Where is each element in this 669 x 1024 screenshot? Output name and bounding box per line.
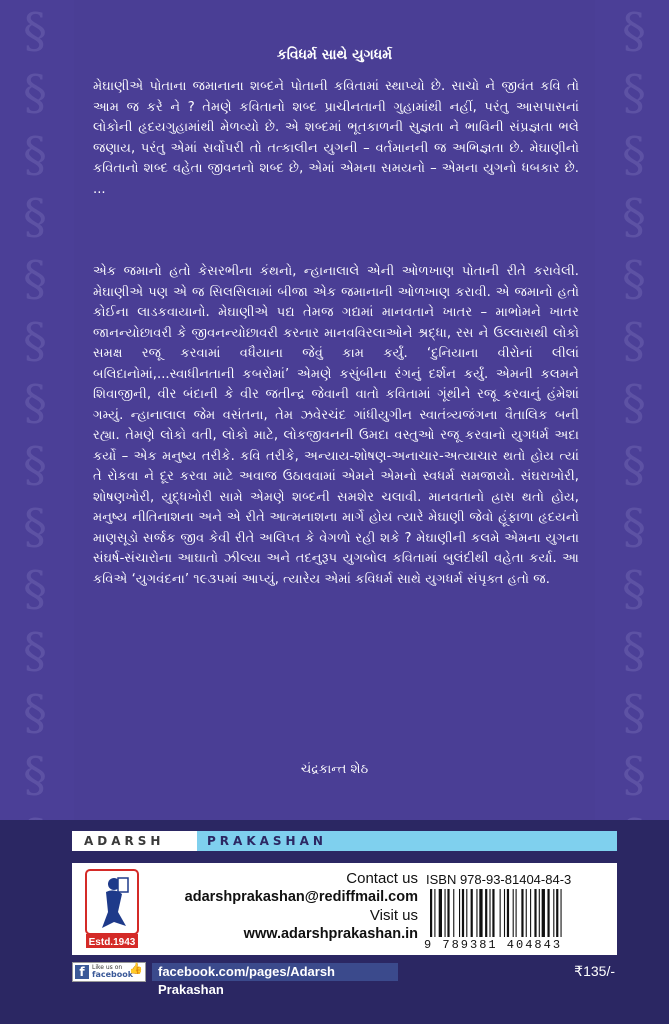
barcode-bar	[476, 889, 477, 937]
author-name: ચંદ્રકાન્ત શેઠ	[300, 762, 369, 777]
blurb-title: કવિધર્મ સાથે યુગધર્મ	[276, 47, 393, 63]
barcode-bar	[556, 889, 558, 937]
barcode-bar	[500, 889, 501, 937]
left-ornament-border: § § § § § § § § § § § § §	[23, 3, 47, 803]
barcode-bar	[507, 889, 509, 937]
barcode-bar	[539, 889, 540, 937]
barcode-bar	[534, 889, 536, 937]
blurb-paragraph-2: એક જમાનો હતો કેસરભીના કંથનો, ન્હાનાલાલે એની ઓળખાણ પોતાની રીતે કરાવેલી. મેઘાણીએ પણ એ જ સિલસિલામાં બીજા એક જમાનાની ઓળખાણ કરાવી. એ જમાનો હતો કોઈના લાડકવાયાનો. મેઘાણીએ પદ્ય તેમજ ગદ્યમાં માનવતાને ખાતર – માભોમને ખાતર જાનન્યોછાવરી કે જીવનન્યોછાવરી કરનાર માનવવિરલાઓને શ્રદ્ધા, રસ ને ઉલ્લાસથી લોકો સમક્ષ રજૂ કરવામાં વધૈયાના જેવું કામ કર્યું. ‘દુનિયાના વીરોનાં લીલાં બલિદાનોમાં,...સ્વાધીનતાની કબરોમાં’ એમણે કસુંબીના રંગનું દર્શન કર્યું. એમની કલમને શિવાજીની, વીર બંદાની કે વીર જતીન્દ્ર જેવાની વાતો કવિતામાં ગૂંથીને રજૂ કરવાનું હંમેશાં ગમ્યું. ન્હાનાલાલ જેમ વસંતના, તેમ ઝવેરચંદ ગાંધીયુગીન સ્વાતંત્ર્યજંગના વૈતાલિક બની રહ્યા. તેમણે લોકો વતી, લોકો માટે, લોકજીવનની ઉમદા વસ્તુઓ રજૂ કરવાનો યુગધર્મ અદા કર્યો – એક મનુષ્ય તરીકે. કવિ તરીકે, અન્યાય-શોષણ-અનાચાર-અત્યાચાર થતો હોય ત્યાં તે રોકવા ને દૂર કરવા માટે અવાજ ઉઠાવવામાં એમને એમનો સ્વધર્મ સમજાયો. સંઘરાખોરી, શોષણખોરી, યુદ્ધખોરી સામે એમણે શબ્દની સમશેર ચલાવી. માનવતાનો હ્રાસ થતો હોય, મનુષ્ય નીતિનાશના અને એ રીતે આત્મનાશના માર્ગે હોય ત્યારે મેઘાણી જેવો હૂંફાળા હૃદયનો માણસૂડો સર્જક જીવ કેવી રીતે અલિપ્ત કે વેગળો રહી શકે ? મેઘાણીની કલમે એમના યુગના સંઘર્ષ-સંચારોના આઘાતો ઝીલ્યા અને તદનુરૂપ યુગબોલ કવિતામાં બુલંદીથી વહેતા કર્યા. આ કવિએ ‘યુગવંદના’ ૧૯૩૫માં આપ્યું, ત્યારેય એમાં કવિધર્મ સાથે યુગધર્મ સંપૃક્ત હતો જ.	[93, 264, 579, 587]
barcode-bar	[547, 889, 549, 937]
price-label: ₹135/-	[574, 963, 615, 979]
facebook-page-link[interactable]: facebook.com/pages/Adarsh Prakashan	[152, 963, 398, 981]
facebook-icon: f	[75, 965, 89, 979]
barcode-bar	[434, 889, 435, 937]
publisher-logo	[84, 868, 140, 950]
contact-label: Contact us	[346, 870, 418, 887]
barcode-bar	[447, 889, 449, 937]
barcode-bar	[521, 889, 523, 937]
barcode-bar	[453, 889, 454, 937]
logo-estd-text: Estd.1943	[88, 937, 136, 948]
barcode-bar	[471, 889, 473, 937]
contact-block	[150, 870, 418, 944]
right-ornament-border: § § § § § § § § § § § § §	[622, 3, 646, 803]
facebook-row	[72, 962, 398, 997]
barcode-bar	[466, 889, 467, 937]
facebook-badge-small-text: Like us on	[92, 964, 123, 971]
isbn-text: ISBN 978-93-81404-84-3	[426, 872, 572, 887]
publisher-name-part2: PRAKASHAN	[197, 831, 617, 851]
barcode-bar	[430, 889, 432, 937]
barcode-bar	[439, 889, 442, 937]
barcode-bar	[489, 889, 490, 937]
barcode-bar	[542, 889, 545, 937]
barcode-bar	[485, 889, 487, 937]
barcode-bar	[459, 889, 460, 937]
barcode-bar	[479, 889, 482, 937]
publisher-name-part1: ADARSH	[72, 831, 197, 851]
publisher-name-strip	[72, 831, 617, 851]
barcode-bar	[513, 889, 514, 937]
barcode-bar	[553, 889, 554, 937]
barcode-bar	[462, 889, 464, 937]
barcode-bar	[504, 889, 505, 937]
website-link[interactable]: www.adarshprakashan.in	[243, 926, 418, 942]
email-link[interactable]: adarshprakashan@rediffmail.com	[184, 889, 418, 905]
blurb-paragraph-1: મેઘાણીએ પોતાના જમાનાના શબ્દને પોતાની કવિતામાં સ્થાપ્યો છે. સાચો ને જીવંત કવિ તો આમ જ કરે ને ? તેમણે કવિતાનો શબ્દ પ્રાચીનતાની ગુહામાંથી નહીં, પરંતુ આસપાસનાં લોકોની હૃદયગુહામાંથી મેળવ્યો છે. એ શબ્દમાં ભૂતકાળની સુજ્ઞતા ને ભાવિની સંપ્રજ્ઞતા ભલે જણાય, પરંતુ એમાં સર્વોપરી તો તત્કાલીન યુગની – વર્તમાનની જ અભિજ્ઞતા છે. મેઘાણીનો કવિતાનો શબ્દ વહેતા જીવનનો શબ્દ છે, એમાં એમના સમયનો – એમના યુગનો ધબકાર છે. ...	[93, 79, 579, 197]
barcode-bar	[516, 889, 517, 937]
barcode-bar	[530, 889, 531, 937]
facebook-badge-word: facebook	[92, 970, 134, 979]
visit-label: Visit us	[369, 907, 418, 924]
barcode-bar	[561, 889, 562, 937]
barcode-image	[426, 889, 612, 937]
barcode-bar	[492, 889, 494, 937]
barcode-bar	[526, 889, 527, 937]
facebook-like-badge[interactable]	[72, 962, 146, 982]
barcode-bar	[445, 889, 446, 937]
thumbs-up-icon: 👍	[129, 962, 143, 975]
barcode-number: 9 789381 404843	[424, 938, 563, 952]
